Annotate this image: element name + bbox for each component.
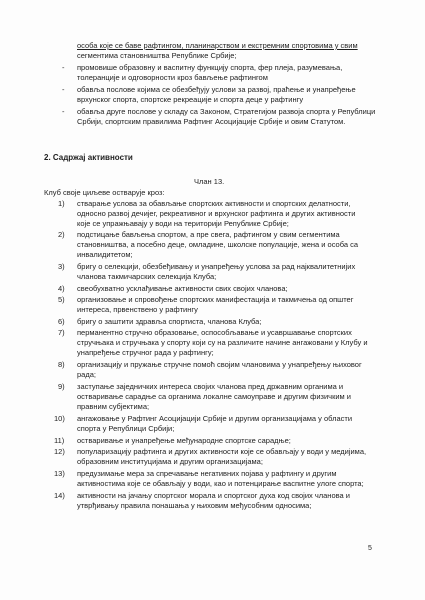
item-number: 3)	[58, 262, 65, 271]
bullet-dash: -	[62, 63, 65, 72]
item-text-line: ангажовање у Рафтинг Асоцијацији Србије и другим организацијама у области	[77, 414, 353, 423]
item-text-line: спорта у Републици Србији;	[77, 424, 175, 433]
bullet-text-line: промовише образовну и васпитну функцију спорта, фер плеја, разумевања,	[77, 63, 343, 72]
bullet-dash: -	[62, 107, 65, 116]
item-text-line: организовање и спровођење спортских манифестација и такмичења од општег	[77, 295, 354, 304]
bullet-text-line: врхунског спорта, спортске рекреације и спорта деце у рафтингу	[77, 95, 304, 104]
bullet-dash: -	[62, 85, 65, 94]
item-text-line: бригу о селекцији, обезбеђивању и унапређењу услова за рад најквалитетнијих	[77, 262, 356, 271]
item-text-line: односно развој дечијег, рекреативног и врхунског рафтинга и других активности	[77, 209, 356, 218]
item-text-line: предузимање мера за спречавање негативних појава у рафтингу и другим	[77, 469, 337, 478]
item-text-line: унапређење стручног рада у рафтингу;	[77, 348, 214, 357]
bullet-text-line: Србији, спортским правилима Рафтинг Асоцијације Србије и овим Статутом.	[77, 117, 346, 126]
item-text-line: заступање заједничких интереса својих чланова пред државним органима и	[77, 382, 344, 391]
item-text-line: остваривање сарадње са органима локалне самоуправе и другим физичким и	[77, 392, 351, 401]
item-number: 13)	[54, 469, 65, 478]
item-text-line: остваривање и унапређење међународне спортске сарадње;	[77, 436, 291, 445]
item-number: 6)	[58, 317, 65, 326]
item-text-line: активности на јачању спортског морала и спортског духа код својих чланова и	[77, 491, 350, 500]
item-number: 1)	[58, 199, 65, 208]
bullet-text-line: обавља послове којима се обезбеђују услови за развој, праћење и унапређење	[77, 85, 356, 94]
item-text-line: организацију и пружање стручне помоћ својим члановима у унапређењу њиховог	[77, 360, 362, 369]
item-text-line: стварање услова за обављање спортских активности и спортских делатности,	[77, 199, 351, 208]
bullet-text-line: обавља друге послове у складу са Законом, Стратегијом развоја спорта у Републици	[77, 107, 376, 116]
item-number: 4)	[58, 284, 65, 293]
item-text-line: које се упражњавају у води на територији Републике Србије;	[77, 219, 289, 228]
item-text-line: интереса, првенствено у рафтингу	[77, 305, 198, 314]
item-text-line: свеобухватно усклађивање активности свих својих чланова;	[77, 284, 288, 293]
item-text-line: чланова такмичарских селекција Клуба;	[77, 272, 217, 281]
item-text-line: перманентно стручно образовање, оспособљавање и усавршавање спортских	[77, 328, 352, 337]
item-text-line: утврђивању правила понашања у њиховим међусобним односима;	[77, 501, 312, 510]
item-text-line: активностима које се обављају у води, као и потенцирање васпитне улоге спорта;	[77, 479, 364, 488]
page-number: 5	[368, 545, 372, 552]
item-number: 12)	[54, 447, 65, 456]
item-text-line: образовним институцијама и другим организацијама;	[77, 457, 263, 466]
item-text-line: подстицање бављења спортом, а пре свега, рафтингом у свим сегментима	[77, 230, 340, 239]
intro-text: Клуб своје циљеве остварује кроз:	[44, 188, 165, 197]
article-title: Члан 13.	[194, 177, 225, 186]
item-text-line: стручњака и стручњака у спорту који су на различите начине ангажовани у Клубу и	[77, 338, 368, 347]
section-heading: 2. Садржај активности	[44, 153, 133, 162]
item-text-line: инвалидитетом;	[77, 250, 133, 259]
item-number: 11)	[54, 436, 65, 445]
item-number: 14)	[54, 491, 65, 500]
item-text-line: правним субјектима;	[77, 402, 150, 411]
item-number: 10)	[54, 414, 65, 423]
bullet-text-line: особа које се баве рафтингом, планинарством и екстремним спортовима у свим	[77, 41, 358, 50]
bullet-text-line: толеранције и одговорности кроз бављење рафтингом	[77, 73, 268, 82]
item-number: 7)	[58, 328, 65, 337]
item-number: 9)	[58, 382, 65, 391]
item-text-line: бригу о заштити здравља спортиста, чланова Клуба;	[77, 317, 262, 326]
item-number: 5)	[58, 295, 65, 304]
bullet-text-line: сегментима становништва Републике Србије;	[77, 51, 237, 60]
item-number: 2)	[58, 230, 65, 239]
item-text-line: популаризацију рафтинга и других активности које се обављају у води у медијима,	[77, 447, 367, 456]
item-text-line: рада;	[77, 370, 96, 379]
item-text-line: становништва, а посебно деце, омладине, школске популације, жена и особа са	[77, 240, 359, 249]
item-number: 8)	[58, 360, 65, 369]
